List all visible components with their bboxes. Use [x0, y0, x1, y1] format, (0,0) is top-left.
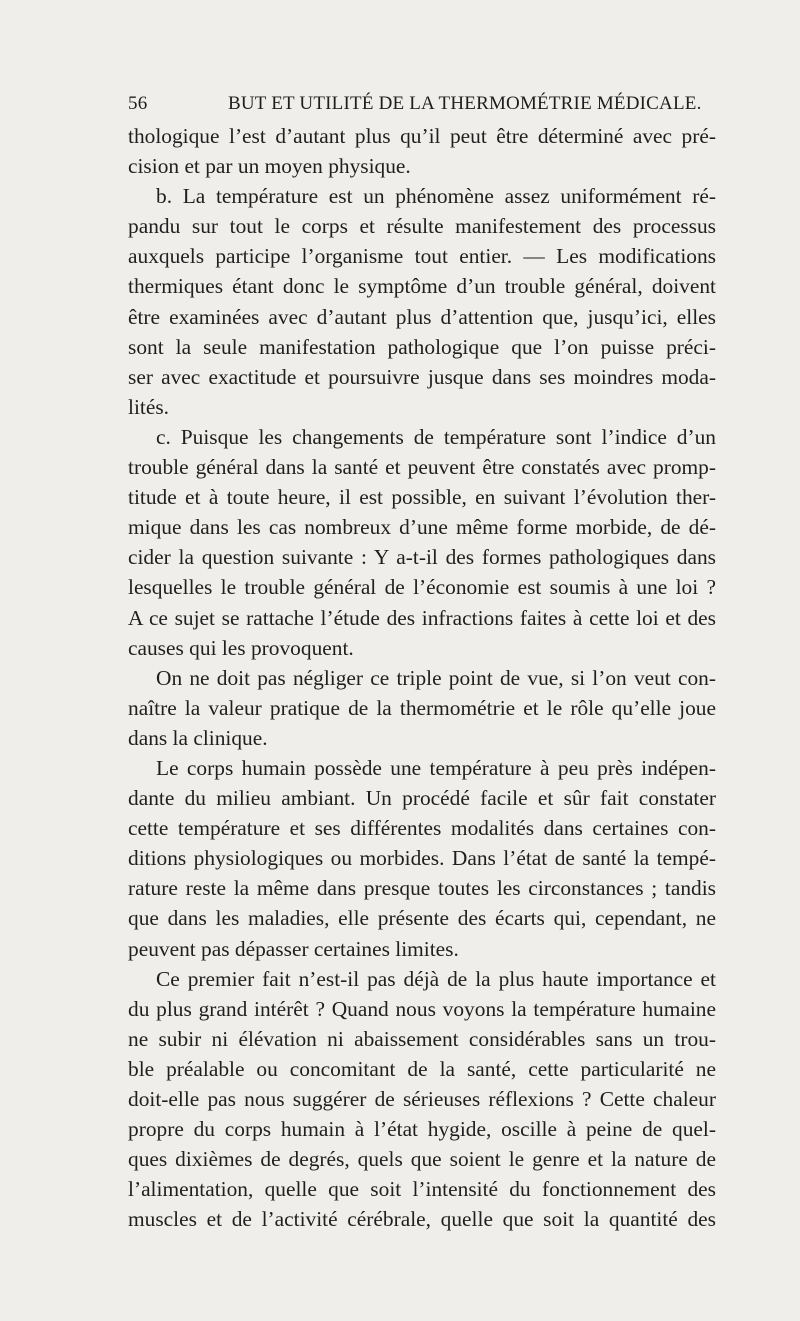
text-line: thermiques étant donc le symptôme d’un trouble général, doivent: [128, 274, 716, 299]
text-line: être examinées avec d’autant plus d’attention que, jusqu’ici, elles: [128, 304, 716, 329]
text-line: auxquels participe l’organisme tout entier. — Les modifications: [128, 244, 716, 269]
text-line: titude et à toute heure, il est possible, en suivant l’évolution ther-: [128, 485, 716, 510]
text-line: dans la clinique.: [128, 725, 268, 750]
text-line: ne subir ni élévation ni abaissement considérables sans un trou-: [128, 1026, 716, 1051]
text-line: thologique l’est d’autant plus qu’il peut être déterminé avec pré-: [128, 124, 716, 148]
text-line: dante du milieu ambiant. Un procédé facile et sûr fait constater: [128, 786, 716, 811]
paragraph: [128, 964, 716, 1235]
paragraph: [128, 753, 716, 964]
text-line: muscles et de l’activité cérébrale, quelle que soit la quantité des: [128, 1207, 716, 1232]
text-line: A ce sujet se rattache l’étude des infractions faites à cette loi et des: [128, 605, 716, 630]
text-line: ble préalable ou concomitant de la santé, cette particularité ne: [128, 1056, 716, 1081]
text-line: doit-elle pas nous suggérer de sérieuses réflexions ? Cette chaleur: [128, 1087, 716, 1111]
text-line: du plus grand intérêt ? Quand nous voyons la température humaine: [128, 996, 716, 1021]
text-line: On ne doit pas négliger ce triple point de vue, si l’on veut con-: [156, 665, 716, 690]
text-line: cision et par un moyen physique.: [128, 154, 411, 179]
text-line: cider la question suivante : Y a-t-il des formes pathologiques dans: [128, 545, 716, 570]
running-title: BUT ET UTILITÉ DE LA THERMOMÉTRIE MÉDICALE.: [228, 93, 702, 114]
text-line: causes qui les provoquent.: [128, 635, 354, 660]
text-line: que dans les maladies, elle présente des écarts qui, cependant, ne: [128, 906, 716, 931]
body-text: [128, 121, 716, 1234]
text-line: naître la valeur pratique de la thermométrie et le rôle qu’elle joue: [128, 695, 716, 720]
text-line: ser avec exactitude et poursuivre jusque dans ses moindres moda-: [128, 364, 716, 389]
page-header: [128, 93, 702, 119]
text-line: Le corps humain possède une température à peu près indépen-: [156, 755, 716, 780]
text-line: lités.: [128, 394, 169, 419]
text-line: l’alimentation, quelle que soit l’intensité du fonctionnement des: [128, 1177, 716, 1202]
page-number: 56: [128, 93, 148, 114]
text-line: ditions physiologiques ou morbides. Dans l’état de santé la tempé-: [128, 846, 716, 871]
paragraph: [128, 422, 716, 663]
text-line: Ce premier fait n’est-il pas déjà de la plus haute importance et: [156, 966, 716, 991]
text-line: cette température et ses différentes modalités dans certaines con-: [128, 816, 716, 841]
text-line: propre du corps humain à l’état hygide, oscille à peine de quel-: [128, 1117, 716, 1142]
text-line: mique dans les cas nombreux d’une même forme morbide, de dé-: [128, 515, 716, 540]
paragraph: [128, 663, 716, 753]
text-line: trouble général dans la santé et peuvent être constatés avec promp-: [128, 455, 716, 480]
text-line: b. La température est un phénomène assez uniformément ré-: [156, 184, 716, 209]
text-line: c. Puisque les changements de température sont l’indice d’un: [156, 424, 716, 449]
text-line: rature reste la même dans presque toutes les circonstances ; tandis: [128, 876, 716, 901]
paragraph: [128, 121, 716, 181]
paragraph: [128, 181, 716, 422]
text-line: pandu sur tout le corps et résulte manifestement des processus: [128, 214, 716, 239]
text-line: ques dixièmes de degrés, quels que soient le genre et la nature de: [128, 1147, 716, 1172]
text-line: sont la seule manifestation pathologique que l’on puisse préci-: [128, 334, 716, 359]
text-line: peuvent pas dépasser certaines limites.: [128, 936, 459, 961]
text-line: lesquelles le trouble général de l’économie est soumis à une loi ?: [128, 575, 716, 600]
